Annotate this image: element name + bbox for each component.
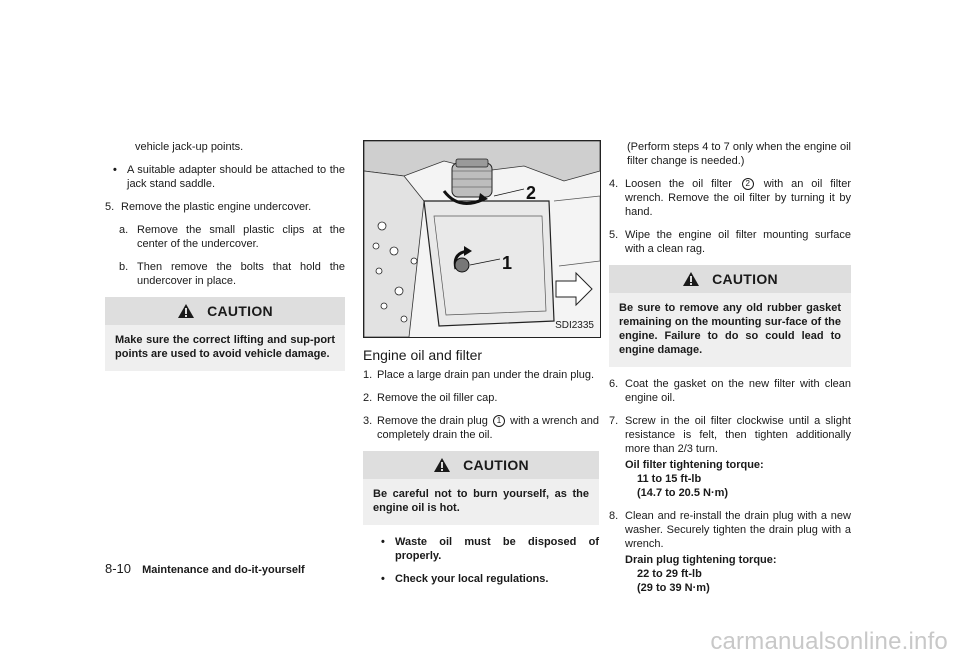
torque-value-metric: (14.7 to 20.5 N·m) [637, 487, 729, 499]
torque-label: Drain plug tightening torque: [625, 554, 777, 566]
step-text: Wipe the engine oil filter mounting surface with a clean rag. [625, 229, 851, 255]
caution-bullet [381, 535, 599, 563]
page-footer [105, 561, 305, 576]
footer-section-title: Maintenance and do-it-yourself [142, 564, 305, 576]
caution-box [609, 265, 851, 367]
bullet-text: Check your local regulations. [395, 573, 549, 585]
step-text-a: Remove the drain plug [377, 415, 488, 427]
substep-letter: b. [119, 261, 129, 273]
note-text: (Perform steps 4 to 7 only when the engine oil filter change is needed.) [627, 141, 851, 167]
step-number: 7. [609, 415, 619, 427]
column-left [105, 140, 345, 381]
step-5a [119, 223, 345, 251]
step-text: Coat the gasket on the new filter with clean engine oil. [625, 378, 851, 404]
step-text-b: with an oil filter wrench. Remove the oil filter by turning it by hand. [625, 178, 851, 218]
step-text-b: with a wrench and completely drain the oil. [377, 415, 599, 441]
step-text [625, 177, 851, 219]
svg-text:2: 2 [526, 183, 537, 203]
torque-value-metric: (29 to 39 N·m) [637, 582, 710, 594]
engine-illustration [363, 140, 601, 338]
step-3 [363, 414, 599, 442]
step-text: Remove the plastic engine undercover. [121, 201, 312, 213]
caution-bullet [381, 572, 599, 586]
bullet-dot: • [113, 164, 117, 176]
step-6 [609, 377, 851, 405]
caution-box [105, 297, 345, 371]
column-right [609, 140, 851, 604]
caution-title: CAUTION [207, 303, 273, 319]
callout-marker: 1 [493, 415, 505, 427]
bullet-text: A suitable adapter should be attached to the jack stand saddle. [127, 164, 345, 190]
caution-text: Be careful not to burn yourself, as the engine oil is hot. [363, 479, 599, 525]
section-title: Engine oil and filter [363, 347, 483, 363]
svg-text:1: 1 [502, 253, 513, 273]
continued-text: vehicle jack-up points. [135, 141, 244, 153]
step-number: 4. [609, 178, 619, 190]
step-text [377, 414, 599, 442]
caution-title: CAUTION [463, 457, 529, 473]
torque-value-imperial: 11 to 15 ft-lb [637, 473, 702, 485]
caution-title: CAUTION [712, 271, 778, 287]
caution-header [105, 297, 345, 325]
figure-code: SDI2335 [555, 320, 594, 331]
bullet-dot: • [381, 573, 385, 585]
step-number: 5. [609, 229, 619, 241]
bullet-dot: • [381, 536, 385, 548]
step-body [625, 509, 851, 595]
substep-letter: a. [119, 224, 129, 236]
page-number: 8-10 [105, 561, 132, 576]
torque-value-imperial: 22 to 29 ft-lb [637, 568, 702, 580]
step-number: 6. [609, 378, 619, 390]
step-body [625, 414, 851, 500]
step-number: 3. [363, 415, 373, 427]
watermark-text: carmanualsonline.info [710, 628, 948, 655]
step-text-a: Loosen the oil filter [625, 178, 732, 190]
substep-text: Remove the small plastic clips at the center of the undercover. [137, 224, 345, 250]
caution-box [363, 451, 599, 525]
warning-icon [682, 271, 700, 287]
step-number: 1. [363, 369, 373, 381]
caution-header [363, 451, 599, 479]
substep-text: Then remove the bolts that hold the undercover in place. [137, 261, 345, 287]
torque-spec [625, 458, 851, 500]
warning-icon [433, 457, 451, 473]
engine-drawing [364, 141, 600, 337]
column-middle [363, 140, 599, 595]
callout-marker: 2 [742, 178, 754, 190]
step-2 [363, 391, 599, 405]
step-5 [609, 228, 851, 256]
step-text: Screw in the oil filter clockwise until a slight resistance is felt, then tighten additionally more than 2/3 turn. [625, 415, 851, 455]
step-5b [119, 260, 345, 288]
caution-text: Be sure to remove any old rubber gasket remaining on the mounting sur-face of the engine. Failure to do so could lead to engine damage. [609, 293, 851, 367]
step-5 [105, 200, 345, 214]
step-number: 2. [363, 392, 373, 404]
bullet-text: Waste oil must be disposed of properly. [395, 536, 599, 562]
caution-header [609, 265, 851, 293]
step-text: Remove the oil filler cap. [377, 392, 498, 404]
step-4 [609, 177, 851, 219]
step-text: Place a large drain pan under the drain plug. [377, 369, 595, 381]
bullet-item [113, 163, 345, 191]
step-text: Clean and re-install the drain plug with a new washer. Securely tighten the drain plug with a wrench. [625, 510, 851, 550]
step-1 [363, 368, 599, 382]
step-7 [609, 414, 851, 500]
step-number: 5. [105, 201, 115, 213]
torque-label: Oil filter tightening torque: [625, 459, 764, 471]
warning-icon [177, 303, 195, 319]
step-number: 8. [609, 510, 619, 522]
torque-spec [625, 553, 851, 595]
step-8 [609, 509, 851, 595]
caution-text: Make sure the correct lifting and sup-port points are used to avoid vehicle damage. [105, 325, 345, 371]
